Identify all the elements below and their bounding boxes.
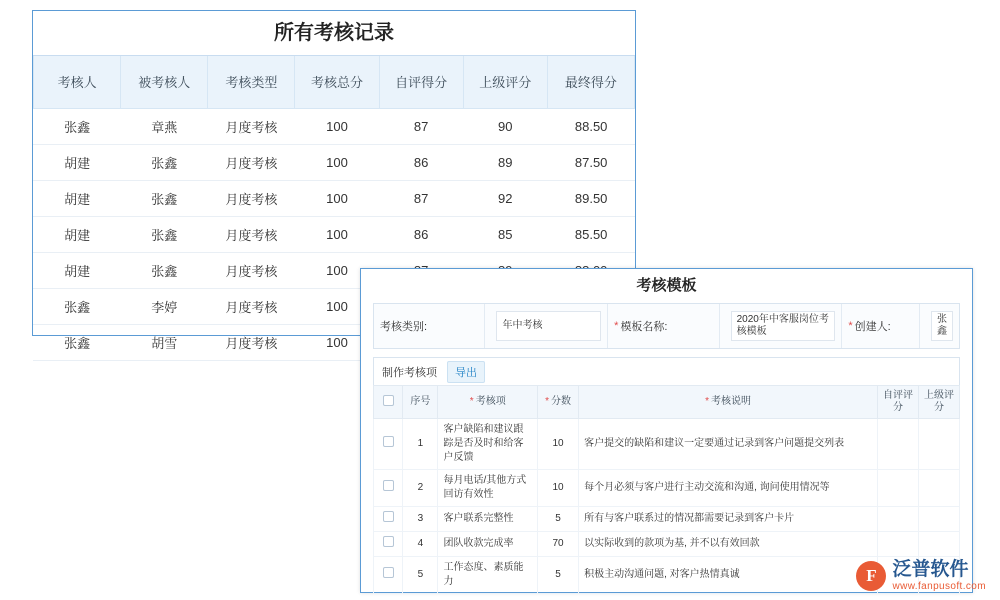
cell-superior-score xyxy=(918,532,959,557)
cell-total: 100 xyxy=(295,109,379,145)
cell-no: 2 xyxy=(403,470,438,507)
required-marker-icon: * xyxy=(469,396,474,407)
cell-item: 客户缺陷和建议跟踪是否及时和给客户反馈 xyxy=(438,419,538,470)
logo-website: www.fanpusoft.com xyxy=(892,581,986,592)
category-value[interactable]: 年中考核 xyxy=(496,311,601,341)
cell-self: 86 xyxy=(379,217,463,253)
template-name-field xyxy=(608,304,719,348)
row-checkbox-cell[interactable] xyxy=(374,532,403,557)
required-marker-icon: * xyxy=(614,320,619,332)
cell-assessee: 张鑫 xyxy=(121,145,208,181)
cell-no: 1 xyxy=(403,419,438,470)
cell-type: 月度考核 xyxy=(208,217,295,253)
records-col-assessee[interactable]: 被考核人 xyxy=(121,56,208,109)
cell-type: 月度考核 xyxy=(208,289,295,325)
cell-total: 100 xyxy=(295,145,379,181)
cell-superior: 92 xyxy=(463,181,547,217)
records-col-final-score[interactable]: 最终得分 xyxy=(547,56,634,109)
checkbox-icon[interactable] xyxy=(383,436,394,447)
required-marker-icon: * xyxy=(848,320,853,332)
items-col-desc-label: 考核说明 xyxy=(710,396,751,407)
required-marker-icon: * xyxy=(705,396,709,407)
template-toolbar xyxy=(373,357,960,385)
cell-self-score xyxy=(877,419,918,470)
cell-assessor: 张鑫 xyxy=(34,325,121,361)
records-col-type[interactable]: 考核类型 xyxy=(208,56,295,109)
export-button[interactable]: 导出 xyxy=(447,361,485,383)
items-col-superior-score: 上级评分 xyxy=(918,386,959,419)
creator-input[interactable]: 张鑫 xyxy=(931,311,953,341)
items-col-desc xyxy=(579,386,878,419)
items-col-score xyxy=(538,386,579,419)
records-col-superior-score[interactable]: 上级评分 xyxy=(463,56,547,109)
cell-final: 87.50 xyxy=(547,145,634,181)
cell-self-score xyxy=(877,507,918,532)
cell-superior-score xyxy=(918,507,959,532)
cell-type: 月度考核 xyxy=(208,253,295,289)
cell-desc: 以实际收到的款项为基, 并不以有效回款 xyxy=(579,532,878,557)
table-row[interactable] xyxy=(374,470,960,507)
cell-item: 工作态度、素质能力 xyxy=(438,557,538,594)
table-row[interactable] xyxy=(374,507,960,532)
table-row[interactable] xyxy=(374,532,960,557)
row-checkbox-cell[interactable] xyxy=(374,557,403,594)
cell-type: 月度考核 xyxy=(208,109,295,145)
template-form-strip xyxy=(373,303,960,349)
cell-assessor: 胡建 xyxy=(34,253,121,289)
checkbox-icon[interactable] xyxy=(383,567,394,578)
cell-score: 5 xyxy=(538,507,579,532)
items-col-no: 序号 xyxy=(403,386,438,419)
select-all-header[interactable] xyxy=(374,386,403,419)
cell-self-score xyxy=(877,532,918,557)
checkbox-icon[interactable] xyxy=(383,536,394,547)
records-header-row xyxy=(34,56,635,109)
cell-superior: 90 xyxy=(463,109,547,145)
cell-superior-score xyxy=(918,470,959,507)
checkbox-icon[interactable] xyxy=(383,480,394,491)
cell-type: 月度考核 xyxy=(208,145,295,181)
logo-mark-icon: F xyxy=(856,561,886,591)
cell-type: 月度考核 xyxy=(208,325,295,361)
cell-item: 每月电话/其他方式回访有效性 xyxy=(438,470,538,507)
template-name-label: 模板名称: xyxy=(620,321,668,333)
cell-self: 87 xyxy=(379,109,463,145)
records-col-total[interactable]: 考核总分 xyxy=(295,56,379,109)
cell-score: 70 xyxy=(538,532,579,557)
make-items-label: 制作考核项 xyxy=(382,366,437,379)
row-checkbox-cell[interactable] xyxy=(374,470,403,507)
items-col-item-label: 考核项 xyxy=(475,396,506,407)
required-marker-icon: * xyxy=(545,396,550,407)
template-name-input[interactable]: 2020年中客服岗位考核模板 xyxy=(731,311,836,341)
cell-no: 5 xyxy=(403,557,438,594)
row-checkbox-cell[interactable] xyxy=(374,419,403,470)
cell-score: 10 xyxy=(538,419,579,470)
template-body xyxy=(361,303,972,594)
items-header-row xyxy=(374,386,960,419)
cell-assessor: 张鑫 xyxy=(34,109,121,145)
logo-text xyxy=(892,560,986,592)
creator-field xyxy=(842,304,920,348)
cell-desc: 积极主动沟通问题, 对客户热情真诚 xyxy=(579,557,878,594)
creator-label: 创建人: xyxy=(854,321,891,333)
table-row[interactable] xyxy=(34,217,635,253)
items-col-score-label: 分数 xyxy=(551,396,572,407)
cell-total: 100 xyxy=(295,253,379,289)
cell-self: 86 xyxy=(379,145,463,181)
cell-item: 团队收款完成率 xyxy=(438,532,538,557)
cell-score: 5 xyxy=(538,557,579,594)
category-field xyxy=(374,304,485,348)
cell-total: 100 xyxy=(295,217,379,253)
cell-total: 100 xyxy=(295,289,379,325)
cell-type: 月度考核 xyxy=(208,181,295,217)
cell-self: 87 xyxy=(379,181,463,217)
cell-no: 3 xyxy=(403,507,438,532)
table-row[interactable] xyxy=(374,419,960,470)
creator-value-cell[interactable] xyxy=(920,304,959,348)
row-checkbox-cell[interactable] xyxy=(374,507,403,532)
records-col-assessor[interactable]: 考核人 xyxy=(34,56,121,109)
cell-desc: 所有与客户联系过的情况都需要记录到客户卡片 xyxy=(579,507,878,532)
checkbox-icon[interactable] xyxy=(383,511,394,522)
cell-self-score xyxy=(877,470,918,507)
table-row[interactable] xyxy=(34,181,635,217)
cell-assessor: 胡建 xyxy=(34,181,121,217)
logo-company-name: 泛普软件 xyxy=(892,559,969,581)
cell-superior: 85 xyxy=(463,217,547,253)
items-col-item xyxy=(438,386,538,419)
category-label: 考核类别: xyxy=(380,321,428,333)
template-name-value-cell[interactable] xyxy=(720,304,843,348)
template-dialog-title: 考核模板 xyxy=(361,269,972,303)
cell-score: 10 xyxy=(538,470,579,507)
company-logo xyxy=(856,560,986,592)
table-row[interactable] xyxy=(34,145,635,181)
cell-superior-score xyxy=(918,419,959,470)
cell-no: 4 xyxy=(403,532,438,557)
cell-final: 89.50 xyxy=(547,181,634,217)
cell-desc: 每个月必须与客户进行主动交流和沟通, 询问使用情况等 xyxy=(579,470,878,507)
records-col-self-score[interactable]: 自评得分 xyxy=(379,56,463,109)
cell-assessee: 张鑫 xyxy=(121,253,208,289)
cell-superior: 89 xyxy=(463,145,547,181)
cell-assessor: 胡建 xyxy=(34,217,121,253)
cell-assessor: 胡建 xyxy=(34,145,121,181)
cell-desc: 客户提交的缺陷和建议一定要通过记录到客户问题提交列表 xyxy=(579,419,878,470)
category-value-cell[interactable] xyxy=(485,304,608,348)
cell-total: 100 xyxy=(295,325,379,361)
cell-assessee: 张鑫 xyxy=(121,181,208,217)
records-window-title: 所有考核记录 xyxy=(33,11,635,56)
cell-assessee: 胡雪 xyxy=(121,325,208,361)
items-col-self-score: 自评评分 xyxy=(877,386,918,419)
checkbox-icon[interactable] xyxy=(383,395,394,406)
cell-total: 100 xyxy=(295,181,379,217)
assessment-template-dialog xyxy=(360,268,973,593)
cell-final: 85.50 xyxy=(547,217,634,253)
cell-assessee: 章燕 xyxy=(121,109,208,145)
cell-assessor: 张鑫 xyxy=(34,289,121,325)
table-row[interactable] xyxy=(34,109,635,145)
cell-final: 88.50 xyxy=(547,109,634,145)
cell-item: 客户联系完整性 xyxy=(438,507,538,532)
cell-assessee: 张鑫 xyxy=(121,217,208,253)
cell-assessee: 李婷 xyxy=(121,289,208,325)
